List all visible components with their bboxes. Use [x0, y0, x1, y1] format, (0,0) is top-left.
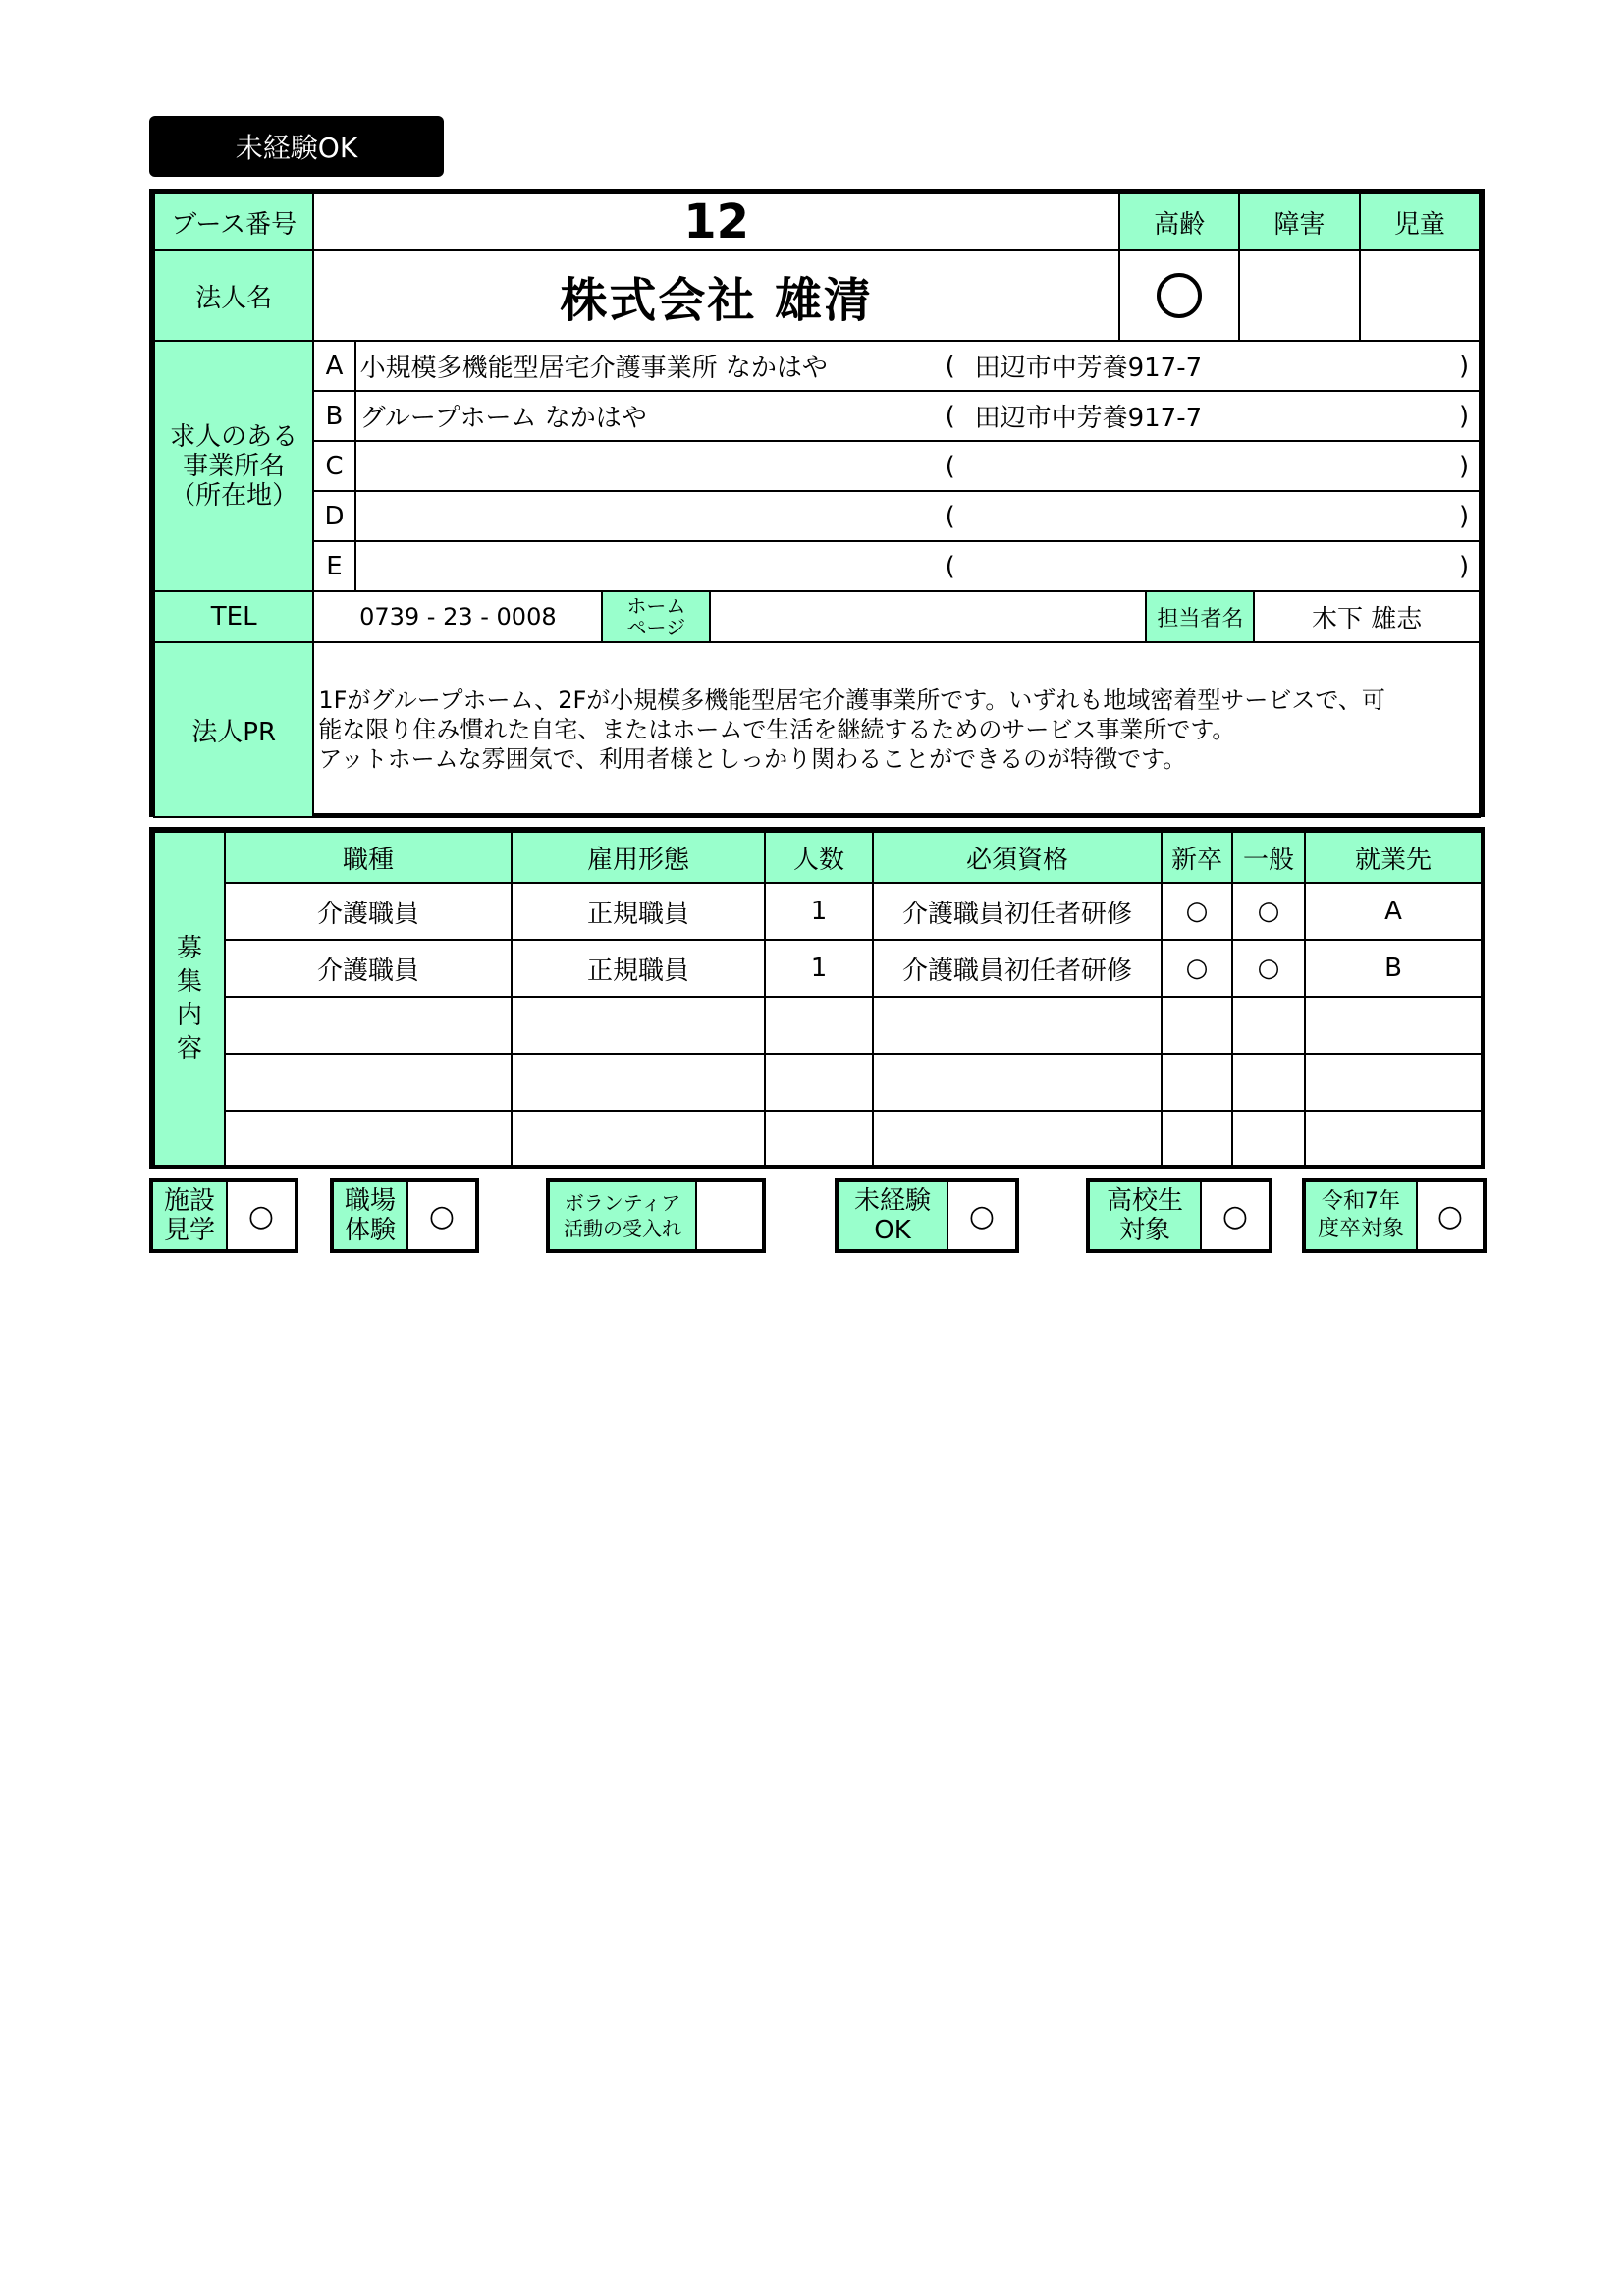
option-label-line1: 令和7年	[1322, 1189, 1400, 1214]
option-value: ○	[968, 1198, 996, 1233]
option-inexperienced-ok	[835, 1178, 1019, 1253]
cell-workplace: B	[1305, 940, 1482, 997]
cell-employment	[512, 1111, 765, 1166]
table-row	[154, 997, 1482, 1054]
cell-general	[1232, 1111, 1305, 1166]
cell-new-graduate	[1162, 1111, 1232, 1166]
cell-qualification: 介護職員初任者研修	[873, 940, 1162, 997]
office-open-paren: (	[945, 501, 955, 531]
category-label-disability: 障害	[1239, 193, 1359, 250]
option-label-line1: 高校生	[1106, 1186, 1183, 1216]
office-name: グループホーム なかはや	[359, 404, 647, 433]
office-close-paren: )	[1459, 551, 1470, 581]
office-open-paren: (	[945, 401, 955, 431]
cell-count	[765, 1054, 873, 1111]
header-new-graduate: 新卒	[1162, 832, 1232, 883]
pr-line: 1Fがグループホーム、2Fが小規模多機能型居宅介護事業所です。いずれも地域密着型サービスで、可	[318, 686, 1385, 714]
recruit-side-char: 内	[176, 1001, 202, 1030]
category-label-elderly: 高齢	[1119, 193, 1239, 250]
tel-number: 0739 - 23 - 0008	[359, 603, 557, 630]
cell-workplace	[1305, 1111, 1482, 1166]
office-open-paren: (	[945, 451, 955, 481]
header-workplace: 就業先	[1305, 832, 1482, 883]
homepage-value	[711, 592, 1145, 641]
corporation-info-table	[153, 192, 1481, 818]
option-label-line2: 対象	[1118, 1216, 1170, 1245]
cell-job	[225, 1111, 512, 1166]
header-general: 一般	[1232, 832, 1305, 883]
recruitment-frame	[149, 827, 1485, 1169]
option-label	[334, 1182, 408, 1249]
cell-count	[765, 1111, 873, 1166]
contact-row	[313, 591, 1480, 642]
tag-label: 未経験OK	[149, 116, 444, 177]
table-row	[154, 940, 1482, 997]
person-name: 木下 雄志	[1312, 604, 1423, 634]
office-key: A	[313, 341, 354, 391]
pr-line: アットホームな雰囲気で、利用者様としっかり関わることができるのが特徴です。	[318, 745, 1187, 773]
cell-general: ○	[1232, 940, 1305, 997]
cell-workplace	[1305, 1054, 1482, 1111]
cell-employment	[512, 997, 765, 1054]
cell-qualification	[873, 1111, 1162, 1166]
corporation-name: 株式会社 雄清	[313, 250, 1119, 341]
cell-new-graduate	[1162, 997, 1232, 1054]
recruit-side-label	[154, 832, 225, 1166]
cell-job: 介護職員	[225, 940, 512, 997]
option-graduate-target	[1302, 1178, 1487, 1253]
homepage-label	[601, 592, 711, 641]
booth-label: ブース番号	[154, 193, 313, 250]
cell-job: 介護職員	[225, 883, 512, 940]
cell-new-graduate	[1162, 1054, 1232, 1111]
category-label-child: 児童	[1360, 193, 1480, 250]
corporation-label: 法人名	[154, 250, 313, 341]
office-row-c	[355, 441, 1480, 491]
pr-line: 能な限り住み慣れた自宅、またはホームで生活を継続するためのサービス事業所です。	[318, 716, 1236, 743]
table-row	[154, 883, 1482, 940]
option-label	[550, 1182, 697, 1249]
header-count: 人数	[765, 832, 873, 883]
pr-label: 法人PR	[154, 642, 313, 817]
office-row-e	[355, 541, 1480, 591]
option-label-line1: 未経験	[853, 1186, 931, 1216]
option-value	[697, 1182, 762, 1249]
tel-label: TEL	[154, 591, 313, 642]
office-address: 田辺市中芳養917-7	[974, 404, 1203, 433]
booth-number: 12	[313, 193, 1119, 250]
office-close-paren: )	[1459, 451, 1470, 481]
header-qualification: 必須資格	[873, 832, 1162, 883]
corporation-info-frame	[149, 189, 1485, 817]
option-label-line2: 体験	[344, 1216, 396, 1245]
option-label	[839, 1182, 948, 1249]
option-value: ○	[428, 1198, 456, 1233]
homepage-label-line2: ページ	[626, 616, 686, 639]
category-mark-disability	[1239, 250, 1359, 341]
cell-employment: 正規職員	[512, 940, 765, 997]
office-name: 小規模多機能型居宅介護事業所 なかはや	[359, 354, 828, 383]
option-value: ○	[247, 1198, 275, 1233]
cell-workplace	[1305, 997, 1482, 1054]
offices-label-text: 求人のある事業所名（所在地）	[170, 421, 298, 511]
office-key: D	[313, 491, 354, 541]
office-key: C	[313, 441, 354, 491]
cell-job	[225, 1054, 512, 1111]
option-label	[1306, 1182, 1418, 1249]
option-facility-visit	[149, 1178, 298, 1253]
option-label	[1090, 1182, 1202, 1249]
office-row-d	[355, 491, 1480, 541]
recruitment-table	[153, 831, 1483, 1167]
option-label	[153, 1182, 228, 1249]
cell-qualification	[873, 1054, 1162, 1111]
pr-text	[313, 642, 1480, 817]
option-value: ○	[1221, 1198, 1249, 1233]
cell-general	[1232, 997, 1305, 1054]
cell-qualification	[873, 997, 1162, 1054]
option-label-line1: ボランティア	[564, 1191, 681, 1215]
cell-count	[765, 997, 873, 1054]
office-close-paren: )	[1459, 501, 1470, 531]
cell-employment: 正規職員	[512, 883, 765, 940]
option-high-school	[1086, 1178, 1272, 1253]
cell-general: ○	[1232, 883, 1305, 940]
cell-qualification: 介護職員初任者研修	[873, 883, 1162, 940]
option-work-experience	[330, 1178, 479, 1253]
option-volunteer	[546, 1178, 766, 1253]
offices-label	[154, 341, 313, 591]
recruit-side-char: 容	[176, 1034, 202, 1064]
office-address: 田辺市中芳養917-7	[974, 354, 1203, 383]
option-label-line1: 施設	[163, 1186, 215, 1216]
category-mark-child	[1360, 250, 1480, 341]
recruit-side-char: 募	[176, 934, 202, 963]
option-value: ○	[1436, 1198, 1464, 1233]
option-label-line2: 見学	[163, 1216, 215, 1245]
option-label-line2: OK	[874, 1216, 911, 1245]
recruit-side-char: 集	[176, 967, 202, 997]
cell-workplace: A	[1305, 883, 1482, 940]
option-label-line1: 職場	[344, 1186, 396, 1216]
table-row	[154, 1054, 1482, 1111]
cell-new-graduate: ○	[1162, 940, 1232, 997]
circle-mark-icon	[1157, 273, 1202, 318]
cell-employment	[512, 1054, 765, 1111]
option-label-line2: 活動の受入れ	[564, 1217, 681, 1240]
cell-job	[225, 997, 512, 1054]
homepage-label-line1: ホーム	[626, 594, 686, 618]
office-open-paren: (	[945, 351, 955, 381]
office-row-b	[355, 391, 1480, 441]
office-key: B	[313, 391, 354, 441]
header-employment: 雇用形態	[512, 832, 765, 883]
office-row-a	[355, 341, 1480, 391]
office-close-paren: )	[1459, 401, 1470, 431]
option-label-line2: 度卒対象	[1317, 1217, 1404, 1241]
person-label: 担当者名	[1145, 592, 1255, 641]
table-row	[154, 1111, 1482, 1166]
header-job: 職種	[225, 832, 512, 883]
office-open-paren: (	[945, 551, 955, 581]
office-key: E	[313, 541, 354, 591]
cell-new-graduate: ○	[1162, 883, 1232, 940]
category-mark-elderly	[1119, 250, 1239, 341]
cell-count: 1	[765, 883, 873, 940]
cell-count: 1	[765, 940, 873, 997]
office-close-paren: )	[1459, 351, 1470, 381]
cell-general	[1232, 1054, 1305, 1111]
